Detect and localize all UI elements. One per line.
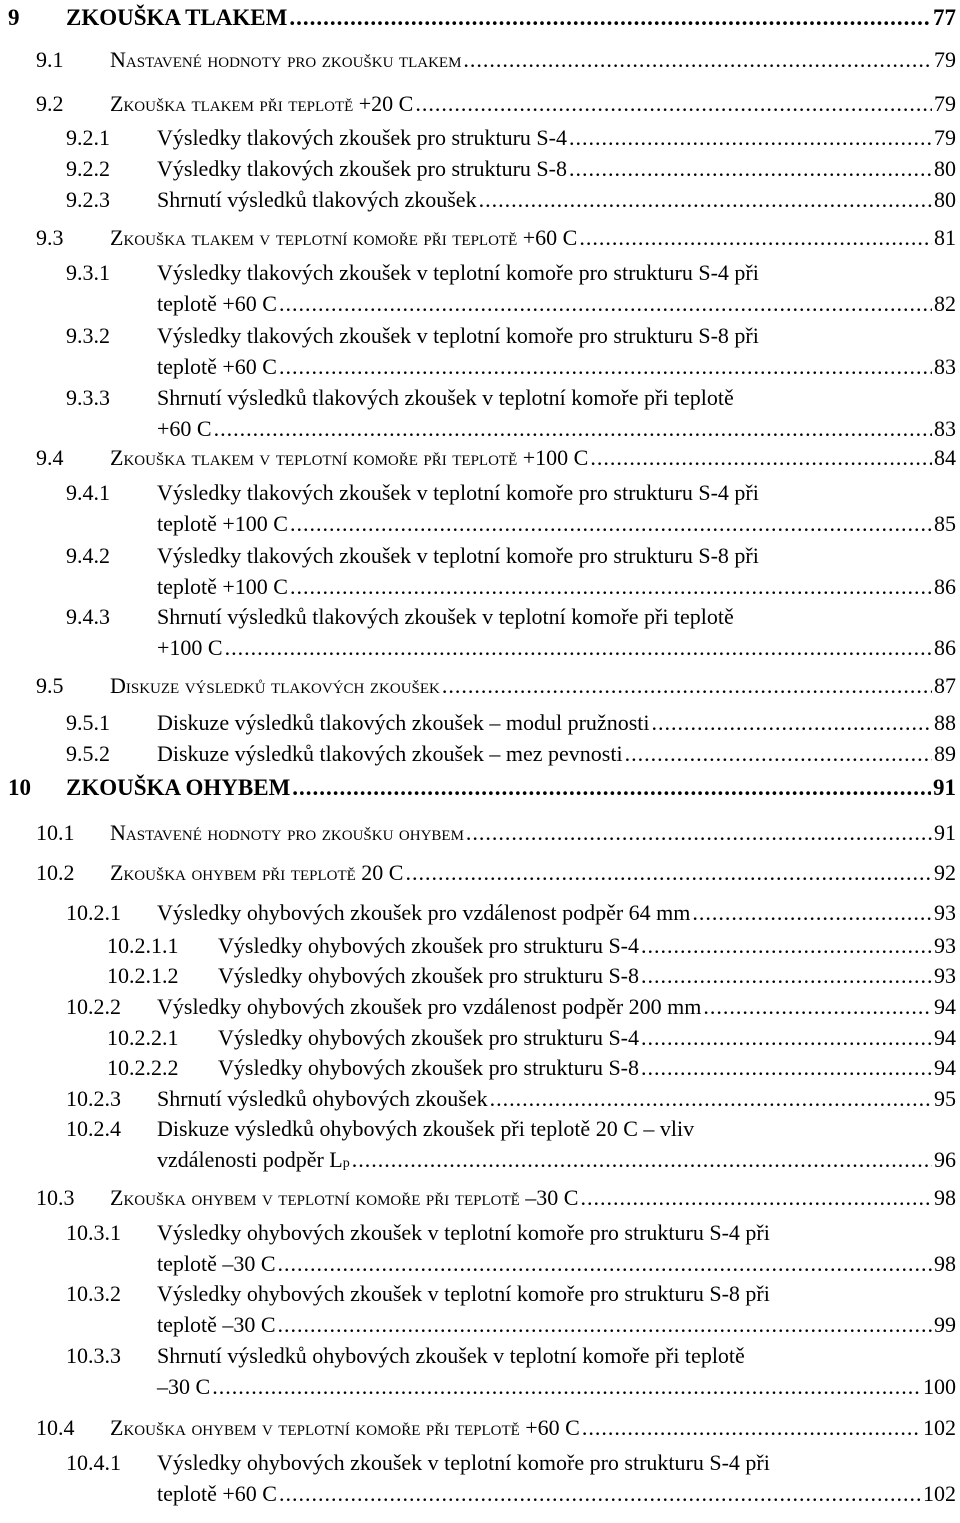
toc-entry-number: 9.4.1 xyxy=(66,480,110,505)
dot-leader xyxy=(641,960,932,991)
toc-entry-title: Výsledky ohybových zkoušek pro vzdálenost podpěr 200 mm xyxy=(157,994,702,1019)
toc-entry-page-number: 93 xyxy=(934,963,956,988)
toc-entry[interactable] xyxy=(0,320,956,382)
toc-entry-number: 9.3 xyxy=(36,225,64,250)
toc-entry[interactable] xyxy=(0,707,956,738)
dot-leader xyxy=(278,1248,932,1279)
toc-entry-number: 10.2 xyxy=(36,860,75,885)
toc-entry-title: Diskuze výsledků tlakových zkoušek xyxy=(110,673,440,698)
toc-entry[interactable] xyxy=(0,44,956,75)
dot-leader xyxy=(641,930,932,961)
toc-entry-page-number: 91 xyxy=(933,775,956,800)
dot-leader xyxy=(225,632,932,663)
toc-entry-page-number: 86 xyxy=(934,635,956,660)
dot-leader xyxy=(569,153,932,184)
toc-entry-title: teplotě +60 C xyxy=(157,291,277,316)
toc-entry-page-number: 86 xyxy=(934,574,956,599)
toc-entry-title: Výsledky tlakových zkoušek v teplotní komoře pro strukturu S-8 při xyxy=(157,543,759,568)
toc-entry-page-number: 87 xyxy=(934,673,956,698)
toc-entry-number: 10.2.1.2 xyxy=(107,963,179,988)
toc-entry-number: 10.1 xyxy=(36,820,75,845)
dot-leader xyxy=(590,442,932,473)
toc-entry-number: 9.5 xyxy=(36,673,64,698)
toc-entry-page-number: 99 xyxy=(934,1312,956,1337)
toc-entry[interactable] xyxy=(0,601,956,663)
toc-entry[interactable] xyxy=(0,88,956,119)
toc-entry-title: Shrnutí výsledků tlakových zkoušek v teplotní komoře při teplotě xyxy=(157,385,734,410)
toc-entry-title: teplotě +60 C xyxy=(157,354,277,379)
toc-entry-title: Výsledky tlakových zkoušek pro strukturu S-8 xyxy=(157,156,567,181)
toc-entry[interactable] xyxy=(0,1022,956,1053)
toc-entry-number: 10.2.2 xyxy=(66,994,121,1019)
toc-entry-title: Výsledky ohybových zkoušek pro strukturu S-4 xyxy=(218,1025,640,1050)
toc-entry-page-number: 98 xyxy=(934,1251,956,1276)
dot-leader xyxy=(580,1182,932,1213)
toc-entry[interactable] xyxy=(0,222,956,253)
toc-entry-page-number: 88 xyxy=(934,710,956,735)
toc-entry-title: Shrnutí výsledků ohybových zkoušek xyxy=(157,1086,488,1111)
dot-leader xyxy=(490,1083,932,1114)
toc-entry-number: 9.4 xyxy=(36,445,64,470)
toc-entry[interactable] xyxy=(0,1182,956,1213)
dot-leader xyxy=(279,351,932,382)
toc-entry-number: 10.3.2 xyxy=(66,1281,121,1306)
toc-entry-title: Nastavené hodnoty pro zkoušku ohybem xyxy=(110,820,464,845)
toc-entry[interactable] xyxy=(0,382,956,444)
dot-leader xyxy=(479,184,932,215)
toc-entry-page-number: 96 xyxy=(934,1147,956,1172)
toc-entry-number: 10.2.2.2 xyxy=(107,1055,179,1080)
toc-entry-title: ZKOUŠKA OHYBEM xyxy=(66,775,291,800)
dot-leader xyxy=(641,1052,932,1083)
toc-entry-number: 10.4 xyxy=(36,1415,75,1440)
dot-leader xyxy=(290,571,932,602)
toc-entry-title: Zkouška tlakem v teplotní komoře při teplotě +60 C xyxy=(110,225,578,250)
toc-entry-title: Diskuze výsledků tlakových zkoušek – modul pružnosti xyxy=(157,710,650,735)
dot-leader xyxy=(289,2,931,33)
toc-entry-number: 9.3.2 xyxy=(66,323,110,348)
toc-entry-page-number: 95 xyxy=(934,1086,956,1111)
toc-entry-title: Diskuze výsledků tlakových zkoušek – mez pevnosti xyxy=(157,741,623,766)
toc-entry-title: Shrnutí výsledků tlakových zkoušek v teplotní komoře při teplotě xyxy=(157,604,734,629)
dot-leader xyxy=(278,1309,932,1340)
dot-leader xyxy=(290,508,932,539)
toc-entry-title: Výsledky ohybových zkoušek pro strukturu S-8 xyxy=(218,963,640,988)
toc-entry-page-number: 84 xyxy=(934,445,956,470)
toc-entry-number: 9.2.3 xyxy=(66,187,110,212)
dot-leader xyxy=(405,857,932,888)
dot-leader xyxy=(463,44,932,75)
toc-entry-page-number: 102 xyxy=(923,1415,956,1440)
toc-entry-title: teplotě +100 C xyxy=(157,511,288,536)
toc-entry[interactable] xyxy=(0,122,956,153)
toc-entry-title: Nastavené hodnoty pro zkoušku tlakem xyxy=(110,47,462,72)
toc-entry-title: Zkouška ohybem v teplotní komoře při teplotě –30 C xyxy=(110,1185,579,1210)
toc-entry-number: 9.4.2 xyxy=(66,543,110,568)
dot-leader xyxy=(625,738,932,769)
toc-entry-page-number: 92 xyxy=(934,860,956,885)
toc-entry-title: Výsledky tlakových zkoušek v teplotní komoře pro strukturu S-4 při xyxy=(157,260,759,285)
toc-entry-title: Zkouška ohybem v teplotní komoře při teplotě +60 C xyxy=(110,1415,580,1440)
toc-entry-title: +100 C xyxy=(157,635,223,660)
toc-entry-page-number: 89 xyxy=(934,741,956,766)
toc-entry-title: Zkouška tlakem v teplotní komoře při teplotě +100 C xyxy=(110,445,589,470)
toc-entry-title: vzdálenosti podpěr L xyxy=(157,1147,343,1172)
dot-leader xyxy=(569,122,932,153)
toc-entry[interactable] xyxy=(0,857,956,888)
toc-entry-page-number: 80 xyxy=(934,156,956,181)
toc-entry[interactable] xyxy=(0,1052,956,1083)
toc-entry[interactable] xyxy=(0,477,956,539)
toc-entry[interactable] xyxy=(0,442,956,473)
dot-leader xyxy=(582,1412,921,1443)
toc-entry-title: Shrnutí výsledků tlakových zkoušek xyxy=(157,187,477,212)
toc-entry-title: teplotě –30 C xyxy=(157,1312,276,1337)
toc-entry[interactable] xyxy=(0,930,956,961)
toc-entry-title: Výsledky ohybových zkoušek pro strukturu S-4 xyxy=(218,933,640,958)
dot-leader xyxy=(279,288,932,319)
toc-entry[interactable] xyxy=(0,257,956,319)
toc-entry-title: Výsledky tlakových zkoušek v teplotní komoře pro strukturu S-4 při xyxy=(157,480,759,505)
toc-entry[interactable] xyxy=(0,1113,956,1175)
toc-entry-page-number: 98 xyxy=(934,1185,956,1210)
toc-entry[interactable] xyxy=(0,153,956,184)
toc-entry-title: teplotě +100 C xyxy=(157,574,288,599)
toc-entry-title: +60 C xyxy=(157,416,212,441)
toc-entry-number: 9.3.1 xyxy=(66,260,110,285)
dot-leader xyxy=(292,772,931,803)
toc-entry-title: Výsledky ohybových zkoušek v teplotní komoře pro strukturu S-4 při xyxy=(157,1220,770,1245)
toc-entry[interactable] xyxy=(0,897,956,928)
dot-leader xyxy=(641,1022,932,1053)
toc-entry-number: 9.5.1 xyxy=(66,710,110,735)
toc-entry[interactable] xyxy=(0,670,956,701)
toc-entry-title: –30 C xyxy=(157,1374,211,1399)
toc-entry-number: 10 xyxy=(8,775,31,800)
toc-entry-number: 10.2.4 xyxy=(66,1116,121,1141)
toc-entry-page-number: 82 xyxy=(934,291,956,316)
toc-entry-title: Výsledky tlakových zkoušek pro strukturu S-4 xyxy=(157,125,567,150)
dot-leader xyxy=(692,897,932,928)
toc-entry-page-number: 102 xyxy=(923,1481,956,1506)
toc-entry-title: Výsledky ohybových zkoušek pro vzdálenost podpěr 64 mm xyxy=(157,900,691,925)
toc-entry-number: 9.1 xyxy=(36,47,64,72)
toc-entry-title: Diskuze výsledků ohybových zkoušek při teplotě 20 C – vliv xyxy=(157,1116,695,1141)
toc-entry-page-number: 83 xyxy=(934,354,956,379)
toc-entry-number: 10.2.1.1 xyxy=(107,933,179,958)
toc-entry[interactable] xyxy=(0,184,956,215)
toc-entry-subscript: p xyxy=(342,1156,350,1171)
toc-entry-number: 9.5.2 xyxy=(66,741,110,766)
toc-entry-page-number: 85 xyxy=(934,511,956,536)
toc-entry[interactable] xyxy=(0,960,956,991)
toc-entry-number: 9.4.3 xyxy=(66,604,110,629)
toc-entry[interactable] xyxy=(0,1340,956,1402)
toc-entry-page-number: 94 xyxy=(934,1025,956,1050)
toc-entry-page-number: 91 xyxy=(934,820,956,845)
toc-entry[interactable] xyxy=(0,817,956,848)
toc-entry-title: Zkouška tlakem při teplotě +20 C xyxy=(110,91,414,116)
dot-leader xyxy=(212,1371,921,1402)
toc-entry[interactable] xyxy=(0,772,956,803)
toc-entry-number: 9.3.3 xyxy=(66,385,110,410)
toc-entry-number: 10.4.1 xyxy=(66,1450,121,1475)
toc-entry-number: 9 xyxy=(8,5,20,30)
dot-leader xyxy=(279,1478,921,1509)
toc-entry-title: Výsledky tlakových zkoušek v teplotní komoře pro strukturu S-8 při xyxy=(157,323,759,348)
toc-entry-number: 9.2 xyxy=(36,91,64,116)
dot-leader xyxy=(352,1144,932,1175)
toc-entry-number: 9.2.2 xyxy=(66,156,110,181)
toc-entry-title: teplotě +60 C xyxy=(157,1481,277,1506)
toc-entry[interactable] xyxy=(0,1447,956,1509)
toc-entry[interactable] xyxy=(0,1278,956,1340)
dot-leader xyxy=(703,991,932,1022)
toc-entry[interactable] xyxy=(0,540,956,602)
toc-entry-number: 10.2.2.1 xyxy=(107,1025,179,1050)
toc-entry-page-number: 77 xyxy=(933,5,956,30)
toc-entry-page-number: 79 xyxy=(934,125,956,150)
dot-leader xyxy=(466,817,932,848)
toc-entry[interactable] xyxy=(0,1217,956,1279)
toc-entry[interactable] xyxy=(0,1083,956,1114)
toc-entry-page-number: 100 xyxy=(923,1374,956,1399)
toc-entry-page-number: 81 xyxy=(934,225,956,250)
dot-leader xyxy=(415,88,932,119)
toc-entry-number: 10.3 xyxy=(36,1185,75,1210)
toc-entry-page-number: 79 xyxy=(934,91,956,116)
toc-entry-number: 10.2.1 xyxy=(66,900,121,925)
dot-leader xyxy=(651,707,932,738)
toc-entry-page-number: 94 xyxy=(934,1055,956,1080)
toc-entry-page-number: 94 xyxy=(934,994,956,1019)
toc-entry-number: 10.3.1 xyxy=(66,1220,121,1245)
toc-entry[interactable] xyxy=(0,2,956,33)
toc-entry-title: Výsledky ohybových zkoušek v teplotní komoře pro strukturu S-4 při xyxy=(157,1450,770,1475)
toc-entry-number: 10.2.3 xyxy=(66,1086,121,1111)
toc-entry-title: Výsledky ohybových zkoušek pro strukturu S-8 xyxy=(218,1055,640,1080)
dot-leader xyxy=(579,222,932,253)
toc-entry-title: Výsledky ohybových zkoušek v teplotní komoře pro strukturu S-8 při xyxy=(157,1281,770,1306)
toc-entry-number: 9.2.1 xyxy=(66,125,110,150)
toc-entry-page-number: 79 xyxy=(934,47,956,72)
toc-entry-page-number: 80 xyxy=(934,187,956,212)
toc-entry-number: 10.3.3 xyxy=(66,1343,121,1368)
toc-entry-page-number: 83 xyxy=(934,416,956,441)
dot-leader xyxy=(214,413,932,444)
toc-entry-page-number: 93 xyxy=(934,900,956,925)
toc-entry[interactable] xyxy=(0,738,956,769)
toc-entry-title: ZKOUŠKA TLAKEM xyxy=(66,5,288,30)
toc-entry-page-number: 93 xyxy=(934,933,956,958)
toc-entry[interactable] xyxy=(0,991,956,1022)
toc-entry-title: Zkouška ohybem při teplotě 20 C xyxy=(110,860,404,885)
toc-entry-title: Shrnutí výsledků ohybových zkoušek v teplotní komoře při teplotě xyxy=(157,1343,745,1368)
toc-entry[interactable] xyxy=(0,1412,956,1443)
toc-entry-title: teplotě –30 C xyxy=(157,1251,276,1276)
dot-leader xyxy=(442,670,932,701)
